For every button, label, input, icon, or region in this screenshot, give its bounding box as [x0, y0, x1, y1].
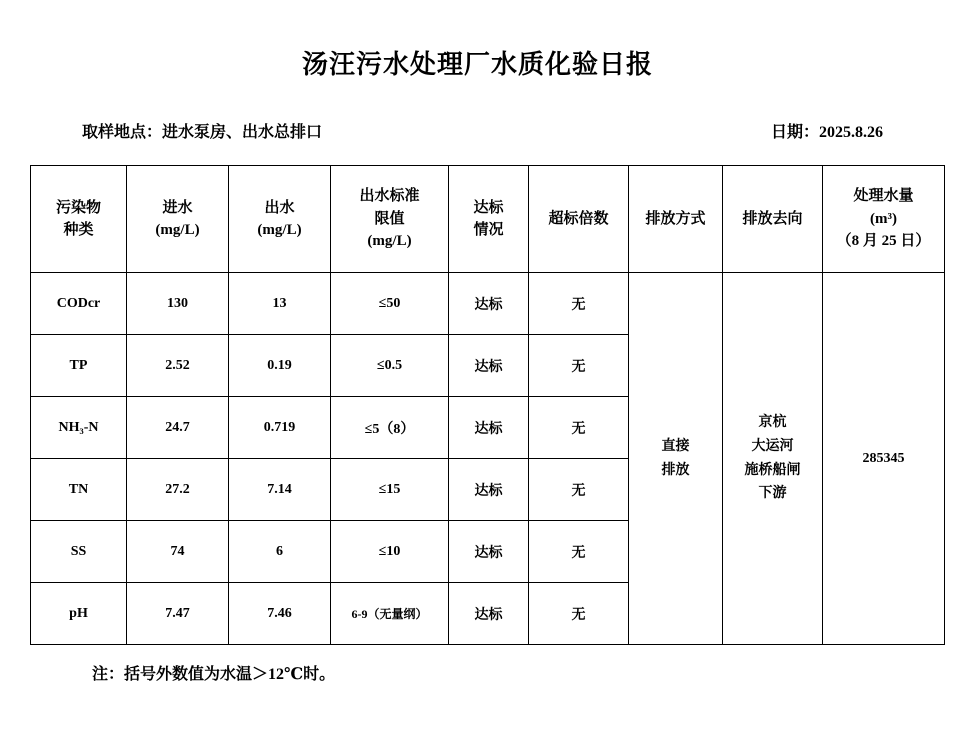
cell-limit: ≤15 — [331, 459, 449, 521]
cell-exceed: 无 — [529, 521, 629, 583]
cell-limit: ≤50 — [331, 273, 449, 335]
header-exceed-multiple: 超标倍数 — [529, 166, 629, 273]
cell-inflow: 74 — [127, 521, 229, 583]
cell-exceed: 无 — [529, 273, 629, 335]
cell-status: 达标 — [449, 459, 529, 521]
cell-outflow: 7.46 — [229, 583, 331, 645]
cell-limit: ≤10 — [331, 521, 449, 583]
cell-discharge-method: 直接 排放 — [629, 273, 723, 645]
cell-status: 达标 — [449, 335, 529, 397]
cell-outflow: 0.719 — [229, 397, 331, 459]
cell-inflow: 130 — [127, 273, 229, 335]
cell-status: 达标 — [449, 397, 529, 459]
cell-param: CODcr — [31, 273, 127, 335]
header-pollutant: 污染物 种类 — [31, 166, 127, 273]
cell-outflow: 0.19 — [229, 335, 331, 397]
header-discharge-method: 排放方式 — [629, 166, 723, 273]
header-limit: 出水标准 限值 (mg/L) — [331, 166, 449, 273]
meta-row — [0, 119, 955, 143]
cell-param: pH — [31, 583, 127, 645]
table-header-row — [31, 166, 945, 273]
cell-exceed: 无 — [529, 459, 629, 521]
sampling-location: 取样地点：进水泵房、出水总排口 — [82, 124, 323, 141]
cell-status: 达标 — [449, 583, 529, 645]
cell-limit: ≤5（8） — [331, 397, 449, 459]
cell-water-volume: 285345 — [823, 273, 945, 645]
cell-status: 达标 — [449, 521, 529, 583]
cell-limit: 6-9（无量纲） — [331, 583, 449, 645]
header-outflow: 出水 (mg/L) — [229, 166, 331, 273]
cell-inflow: 24.7 — [127, 397, 229, 459]
cell-outflow: 13 — [229, 273, 331, 335]
cell-inflow: 27.2 — [127, 459, 229, 521]
cell-exceed: 无 — [529, 583, 629, 645]
cell-limit: ≤0.5 — [331, 335, 449, 397]
cell-param: NH₃-N — [31, 397, 127, 459]
cell-inflow: 2.52 — [127, 335, 229, 397]
cell-param: SS — [31, 521, 127, 583]
header-discharge-destination: 排放去向 — [723, 166, 823, 273]
page-title: 汤汪污水处理厂水质化验日报 — [301, 50, 653, 79]
header-status: 达标 情况 — [449, 166, 529, 273]
water-quality-table — [30, 165, 945, 645]
cell-inflow: 7.47 — [127, 583, 229, 645]
cell-param: TP — [31, 335, 127, 397]
cell-status: 达标 — [449, 273, 529, 335]
footnote: 注：括号外数值为水温＞12℃时。 — [92, 666, 336, 683]
cell-param: TN — [31, 459, 127, 521]
table-row — [31, 273, 945, 335]
report-page — [0, 44, 955, 741]
cell-outflow: 6 — [229, 521, 331, 583]
header-inflow: 进水 (mg/L) — [127, 166, 229, 273]
cell-exceed: 无 — [529, 397, 629, 459]
cell-discharge-destination: 京杭 大运河 施桥船闸 下游 — [723, 273, 823, 645]
cell-exceed: 无 — [529, 335, 629, 397]
report-table-wrap — [30, 165, 931, 645]
report-date: 日期：2025.8.26 — [770, 124, 883, 141]
header-water-volume: 处理水量 (m³) （8 月 25 日） — [823, 166, 945, 273]
cell-outflow: 7.14 — [229, 459, 331, 521]
